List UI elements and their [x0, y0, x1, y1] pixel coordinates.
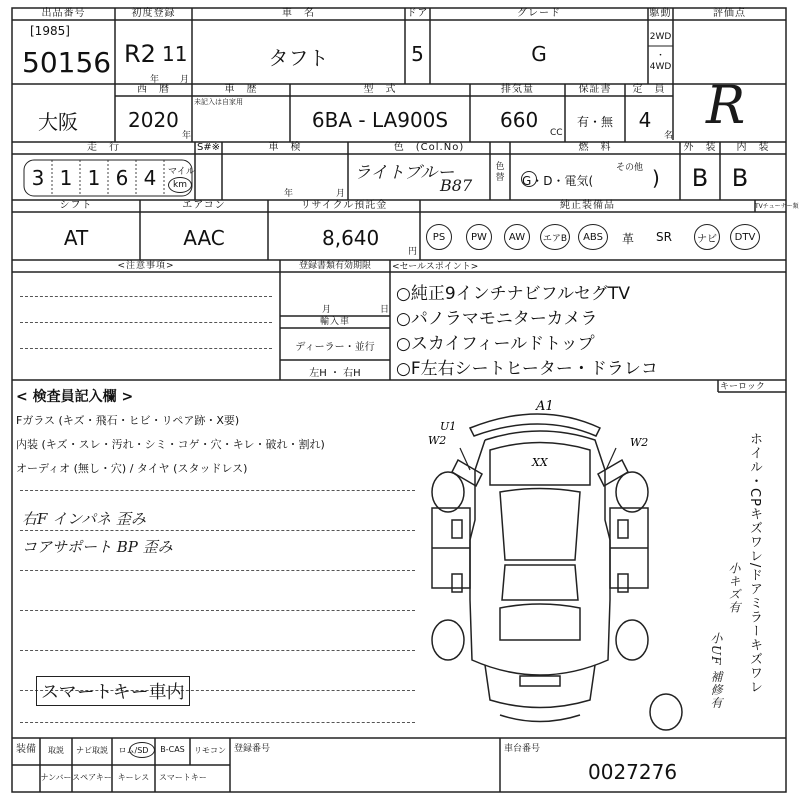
- capacity-label: 定 員: [632, 84, 666, 95]
- inspection-year-unit: 年: [284, 189, 294, 199]
- handle-side: 左H ・ 右H: [309, 368, 361, 379]
- equip-leather: 革: [622, 232, 635, 246]
- mile-unit: マイル: [168, 167, 195, 177]
- shift-label: シフト: [59, 200, 93, 211]
- color-label: 色 (Col.No): [393, 142, 465, 153]
- footer-opt: 取説: [48, 746, 64, 755]
- exterior-score: B: [691, 164, 709, 192]
- yen-unit: 円: [408, 247, 418, 257]
- sales-points-label: <セールスポイント>: [392, 262, 479, 272]
- capacity-unit: 名: [664, 131, 674, 141]
- mileage-digit: 1: [87, 166, 101, 190]
- lot-number: 50156: [22, 46, 112, 79]
- rom-sd-circle: [129, 742, 155, 758]
- car-damage-diagram: [415, 395, 715, 735]
- import-label: 輸入車: [319, 317, 350, 327]
- inspection-month-unit: 月: [336, 189, 346, 199]
- caution-label: <注意事項>: [117, 261, 175, 271]
- sales-point: ○純正9インチナビフルセグTV: [396, 284, 630, 304]
- car-name-label: 車 名: [282, 8, 315, 19]
- wheel-mirror-note: ホイル・CPキズワレ/ドアミラーキズワレ: [747, 432, 762, 695]
- inspector-line: [20, 530, 415, 531]
- diagram-mark-xx: XX: [532, 456, 548, 469]
- inspector-windshield: Fガラス (キズ・飛石・ヒビ・リペア跡・X要): [16, 414, 240, 427]
- region: 大阪: [38, 110, 78, 134]
- model-code: 6BA - LA900S: [311, 108, 449, 132]
- smart-key-note: スマートキー車内: [36, 676, 190, 706]
- shift-value: AT: [63, 226, 89, 250]
- footer-opt: スマートキー: [159, 773, 207, 782]
- inspector-line: [20, 610, 415, 611]
- interior-label: 内 装: [736, 142, 770, 153]
- car-name: タフト: [268, 46, 329, 70]
- aircon-value: AAC: [183, 226, 225, 250]
- lot-label: 出品番号: [41, 8, 86, 19]
- sales-point: ○スカイフィールドトップ: [396, 334, 595, 354]
- footer-opt: ロム/SD: [118, 746, 149, 755]
- first-reg-label: 初度登録: [131, 8, 176, 19]
- km-unit-circled: km: [168, 177, 192, 193]
- mileage-label: 走 行: [87, 142, 120, 153]
- caution-line: [20, 296, 272, 297]
- fuel-options: G・D・電気(: [522, 174, 594, 188]
- handwritten-note: 右F インパネ 歪み: [22, 510, 146, 528]
- drive-4wd: 4WD: [649, 62, 672, 72]
- handwritten-note: コアサポート BP 歪み: [22, 538, 173, 556]
- equip-ps: PS: [426, 224, 452, 250]
- footer-opt: ナビ取説: [76, 746, 108, 755]
- grade-value: G: [531, 42, 547, 66]
- recycle-label: リサイクル預託金: [300, 200, 388, 211]
- reg-month: 月: [322, 305, 332, 315]
- model-label: 型 式: [363, 84, 397, 95]
- footer-opt: キーレス: [117, 773, 150, 782]
- door-count: 5: [411, 42, 424, 66]
- equip-airbag: エアB: [540, 224, 570, 250]
- tuner-label: TVチューナー類: [755, 203, 799, 210]
- exterior-label: 外 装: [683, 142, 717, 153]
- color-change-label: 色替: [495, 162, 505, 183]
- cc-unit: CC: [550, 128, 563, 138]
- mileage-digit: 6: [115, 166, 129, 190]
- color-code: B87: [440, 176, 473, 195]
- mileage-digit: 4: [143, 166, 157, 190]
- drive-dot: ・: [655, 51, 665, 61]
- year-unit: 年: [150, 75, 160, 85]
- western-year-label: 西 暦: [137, 84, 170, 95]
- drive-2wd: 2WD: [649, 32, 672, 42]
- diagram-mark-w2-right: W2: [630, 436, 649, 449]
- first-reg-era: R2: [124, 40, 156, 68]
- interior-score: B: [731, 164, 749, 192]
- inspector-line: [20, 570, 415, 571]
- chassis-number: 0027276: [588, 760, 678, 784]
- footer-opt: スペアキー: [72, 773, 112, 782]
- equip-navi: ナビ: [694, 224, 720, 250]
- key-lock-label: キーロック: [720, 382, 765, 392]
- diagram-mark-u1: U1: [440, 420, 457, 433]
- color-text: ライトブルー: [354, 163, 455, 183]
- inspector-line: [20, 650, 415, 651]
- first-reg-month: 11: [162, 42, 188, 66]
- inspector-title: < 検査員記入欄 >: [16, 389, 134, 405]
- caution-line: [20, 322, 272, 323]
- mileage-digit: 3: [31, 166, 45, 190]
- diagram-mark-w2-left: W2: [428, 434, 447, 447]
- equip-abs: ABS: [578, 224, 608, 250]
- recycle-value: 8,640: [322, 226, 380, 250]
- history-label: 車 歴: [224, 84, 258, 95]
- warranty-label: 保証書: [578, 84, 612, 95]
- fuel-label: 燃 料: [578, 142, 612, 153]
- equip-footer-label: 装備: [16, 744, 36, 755]
- inspection-label: 車 検: [268, 142, 302, 153]
- model-year: 2020: [128, 108, 179, 132]
- right-hand-note: 小キズ有: [727, 562, 741, 614]
- footer-opt: B-CAS: [160, 745, 185, 754]
- warranty-value: 有・無: [576, 115, 613, 129]
- model-year-unit: 年: [182, 131, 192, 141]
- footer-opt: ナンバー: [40, 773, 72, 782]
- chassis-label: 車台番号: [504, 744, 541, 754]
- mileage-digit: 1: [59, 166, 73, 190]
- aircon-label: エアコン: [182, 200, 226, 211]
- reg-day: 日: [380, 305, 390, 315]
- inspector-line: [20, 490, 415, 491]
- inspector-interior: 内装 (キズ・スレ・汚れ・シミ・コゲ・穴・キレ・破れ・割れ): [16, 438, 325, 451]
- inspector-audio-tire: オーディオ (無し・穴) / タイヤ (スタッドレス): [16, 462, 248, 475]
- fuel-other-label: その他: [616, 163, 644, 173]
- dealer-parallel: ディーラー・並行: [295, 342, 375, 353]
- fuel-close: ): [652, 166, 660, 190]
- grade-label: グレード: [517, 8, 561, 19]
- displacement: 660: [500, 108, 539, 132]
- equipment-label: 純正装備品: [560, 200, 615, 211]
- displacement-label: 排気量: [501, 84, 534, 95]
- inspector-line: [20, 722, 415, 723]
- s-mark-label: S#※: [196, 142, 221, 153]
- fuel-gasoline-circle: [521, 171, 537, 187]
- lot-prefix: [1985]: [30, 24, 70, 38]
- footer-opt: リモコン: [194, 746, 226, 755]
- history-sub-label: 未記入は自家用: [194, 98, 243, 106]
- capacity: 4: [638, 108, 652, 132]
- reg-number-label: 登録番号: [234, 744, 271, 754]
- diagram-mark-a1: A1: [536, 399, 554, 414]
- drive-label: 駆動: [649, 8, 672, 19]
- sales-point: ○F左右シートヒーター・ドラレコ: [396, 359, 658, 379]
- equip-sr: SR: [656, 230, 672, 244]
- sales-point: ○パノラマモニターカメラ: [396, 309, 598, 329]
- equip-aw: AW: [504, 224, 530, 250]
- right-hand-note: 小UF 補修有: [709, 632, 723, 710]
- month-unit: 月: [180, 75, 190, 85]
- door-label: ドア: [406, 8, 429, 19]
- score-value: R: [706, 76, 746, 136]
- score-label: 評価点: [713, 8, 746, 19]
- caution-line: [20, 348, 272, 349]
- registration-expiry-label: 登録書類有効期限: [298, 261, 371, 271]
- equip-pw: PW: [466, 224, 492, 250]
- equip-dtv: DTV: [730, 224, 760, 250]
